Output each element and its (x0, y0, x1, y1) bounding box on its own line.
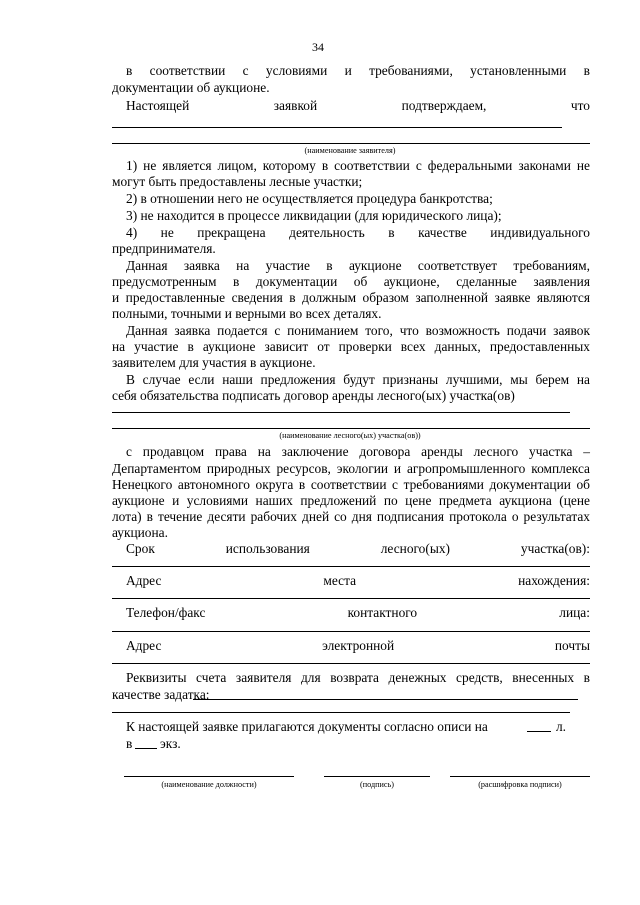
transcript-caption: (расшифровка подписи) (478, 780, 562, 789)
word: почты (554, 638, 590, 653)
list-item: 4) не прекращена деятельность в качестве индивидуального (126, 225, 590, 240)
phone-line (126, 604, 590, 621)
fill-line (112, 143, 590, 144)
signature-line (324, 776, 430, 777)
fill-line (112, 566, 590, 567)
word: в (126, 736, 133, 751)
paragraph-line: В случае если наши предложения будут признаны лучшими, мы берем на (126, 372, 590, 387)
email-line (126, 637, 590, 654)
deposit-label: качестве задатка: (112, 687, 210, 702)
word: Телефон/факс (126, 605, 206, 620)
fill-line (112, 428, 590, 429)
paragraph-line: Ненецкого автономного округа в соответствии с требованиями документации об (112, 477, 590, 492)
list-item: 1) не является лицом, которому в соответствии с федеральными законами не (126, 158, 590, 173)
fill-line (193, 699, 578, 700)
word: Адрес (126, 573, 162, 588)
paragraph-line: лота) в течение десяти рабочих дней со дня подписания протокола о результатах (112, 509, 590, 524)
fill-line (112, 598, 590, 599)
fill-line (135, 748, 157, 749)
word: нахождения: (518, 573, 590, 588)
paragraph-line: Департаментом природных ресурсов, экологии и агропромышленного комплекса (112, 461, 590, 476)
word: электронной (322, 638, 395, 653)
address-line (126, 572, 590, 589)
word: лесного(ых) (380, 541, 450, 556)
paragraph-line: аукционе и условиями наших предложений по цене предмета аукциона (цене (112, 493, 590, 508)
attachments-line: К настоящей заявке прилагаются документы согласно описи на (126, 719, 488, 734)
plot-caption: (наименование лесного(ых) участка(ов)) (279, 431, 421, 440)
fill-line (112, 631, 590, 632)
term-line (126, 540, 590, 557)
position-caption: (наименование должности) (161, 780, 257, 789)
paragraph-line: полными, точными и верными во всех деталях. (112, 306, 382, 321)
fill-line (112, 412, 570, 413)
list-item: 2) в отношении него не осуществляется процедура банкротства; (126, 191, 493, 206)
signature-line (450, 776, 590, 777)
page-number: 34 (312, 40, 324, 54)
paragraph-line: в соответствии с условиями и требованиями, установленными в (126, 63, 590, 78)
word: Настоящей (126, 98, 190, 113)
paragraph-line: на участие в аукционе зависит от проверки всех данных, предоставленных (112, 339, 590, 354)
paragraph-line: с продавцом права на заключение договора аренды лесного участка – (126, 444, 590, 459)
applicant-caption: (наименование заявителя) (304, 146, 396, 155)
paragraph-line: Данная заявка подается с пониманием того, что возможность подачи заявок (126, 323, 590, 338)
signature-line (124, 776, 294, 777)
fill-line (112, 712, 570, 713)
confirm-line (126, 97, 590, 114)
paragraph-line: заявителем для участия в аукционе. (112, 355, 316, 370)
fill-line (112, 663, 590, 664)
list-item-continued: предпринимателя. (112, 241, 216, 256)
word: контактного (347, 605, 418, 620)
paragraph-line: себя обязательства подписать договор аренды лесного(ых) участка(ов) (112, 388, 515, 403)
signature-caption: (подпись) (360, 780, 394, 789)
paragraph-line: и предоставленные сведения в должным образом заполненной заявке являются (112, 290, 590, 305)
word: Срок (126, 541, 155, 556)
word: л. (556, 719, 567, 734)
paragraph-line: аукциона. (112, 525, 168, 540)
list-item: 3) не находится в процессе ликвидации (для юридического лица); (126, 208, 502, 223)
word: что (570, 98, 590, 113)
word: экз. (160, 736, 181, 751)
word: лица: (559, 605, 590, 620)
word: Адрес (126, 638, 162, 653)
paragraph-line: предусмотренным в документации об аукционе, сделанные заявления (112, 274, 590, 289)
paragraph-line: Данная заявка на участие в аукционе соответствует требованиям, (126, 258, 590, 273)
paragraph-line: Реквизиты счета заявителя для возврата денежных средств, внесенных в (126, 670, 590, 685)
word: места (323, 573, 357, 588)
fill-line (527, 731, 551, 732)
fill-line (112, 127, 562, 128)
list-item-continued: могут быть предоставлены лесные участки; (112, 174, 363, 189)
word: использования (225, 541, 310, 556)
word: заявкой (273, 98, 318, 113)
word: участка(ов): (520, 541, 590, 556)
word: подтверждаем, (401, 98, 487, 113)
paragraph-line: документации об аукционе. (112, 80, 270, 95)
